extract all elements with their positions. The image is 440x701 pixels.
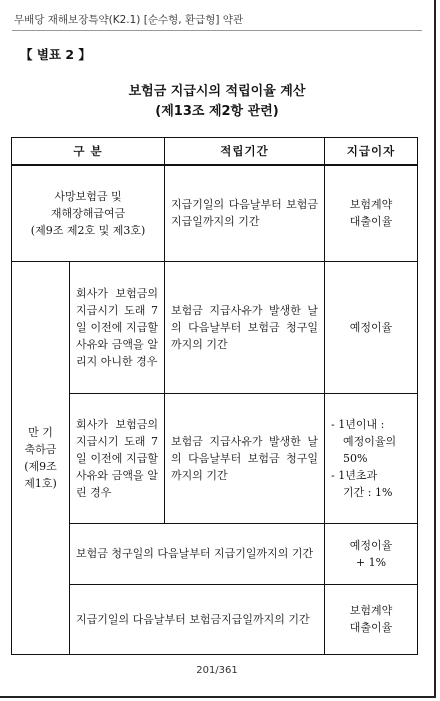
table-row [12, 393, 418, 523]
row1-interest-line: 보험계약 [349, 198, 393, 212]
row2-period: 보험금 지급사유가 발생한 날의 다음날부터 보험금 청구일까지의 기간 [165, 261, 325, 393]
row3-interest-line: - 1년초과 [331, 468, 378, 482]
table-row [12, 523, 418, 584]
title-line-2: (제13조 제2항 관련) [155, 104, 279, 119]
row5-interest [325, 584, 418, 654]
row3-interest [325, 393, 418, 523]
header-category: 구 분 [12, 138, 165, 166]
row5-interest-line: 대출이율 [349, 621, 393, 634]
header-interest: 지급이자 [325, 138, 418, 166]
row1-interest [325, 165, 418, 261]
header-divider [12, 30, 422, 31]
table-row [12, 261, 418, 393]
row5-period: 지급기일의 다음날부터 보험금지급일까지의 기간 [70, 584, 325, 654]
maturity-label-line: (제9조 [24, 459, 57, 473]
row1-category-line: (제9조 제2호 및 제3호) [30, 223, 146, 237]
table-row [12, 584, 418, 654]
row5-interest-line: 보험계약 [349, 604, 393, 617]
row3-interest-line: 예정이율의 [343, 434, 397, 448]
table-row [12, 165, 418, 261]
row2-interest: 예정이율 [325, 261, 418, 393]
table-header-row [12, 138, 418, 166]
row1-category-line: 재해장해급여금 [50, 206, 126, 220]
maturity-label-line: 축하금 [24, 442, 57, 456]
row4-interest-line: + 1% [355, 555, 387, 569]
interest-table [11, 137, 418, 655]
row3-period: 보험금 지급사유가 발생한 날의 다음날부터 보험금 청구일까지의 기간 [165, 393, 325, 523]
row3-interest-line: - 1년이내 : [331, 417, 385, 431]
row1-category-line: 사망보험금 및 [54, 189, 122, 203]
row1-interest-line: 대출이율 [349, 215, 393, 229]
document-header: 무배당 재해보장특약(K2.1) [순수형, 환급형] 약관 [14, 14, 244, 26]
appendix-tag: 【 별표 2 】 [20, 47, 91, 62]
row4-interest [325, 523, 418, 584]
row3-subcategory: 회사가 보험금의 지급시기 도래 7일 이전에 지급할 사유와 금액을 알린 경우 [70, 393, 165, 523]
row3-interest-line: 기간 : 1% [343, 485, 393, 499]
row1-period: 지급기일의 다음날부터 보험금 지급일까지의 기간 [165, 165, 325, 261]
header-period: 적립기간 [165, 138, 325, 166]
maturity-label [12, 261, 70, 654]
title-line-1: 보험금 지급시의 적립이율 계산 [128, 84, 306, 99]
row4-interest-line: 예정이율 [349, 538, 393, 552]
row1-category [12, 165, 165, 261]
page-title [0, 82, 434, 122]
page-number: 201/361 [196, 665, 238, 676]
row4-period: 보험금 청구일의 다음날부터 지급기일까지의 기간 [70, 523, 325, 584]
row3-interest-line: 50% [343, 451, 368, 465]
maturity-label-line: 만 기 [28, 425, 53, 439]
row2-subcategory: 회사가 보험금의 지급시기 도래 7일 이전에 지급할 사유와 금액을 알리지 아니한 경우 [70, 261, 165, 393]
maturity-label-line: 제1호) [24, 476, 57, 490]
